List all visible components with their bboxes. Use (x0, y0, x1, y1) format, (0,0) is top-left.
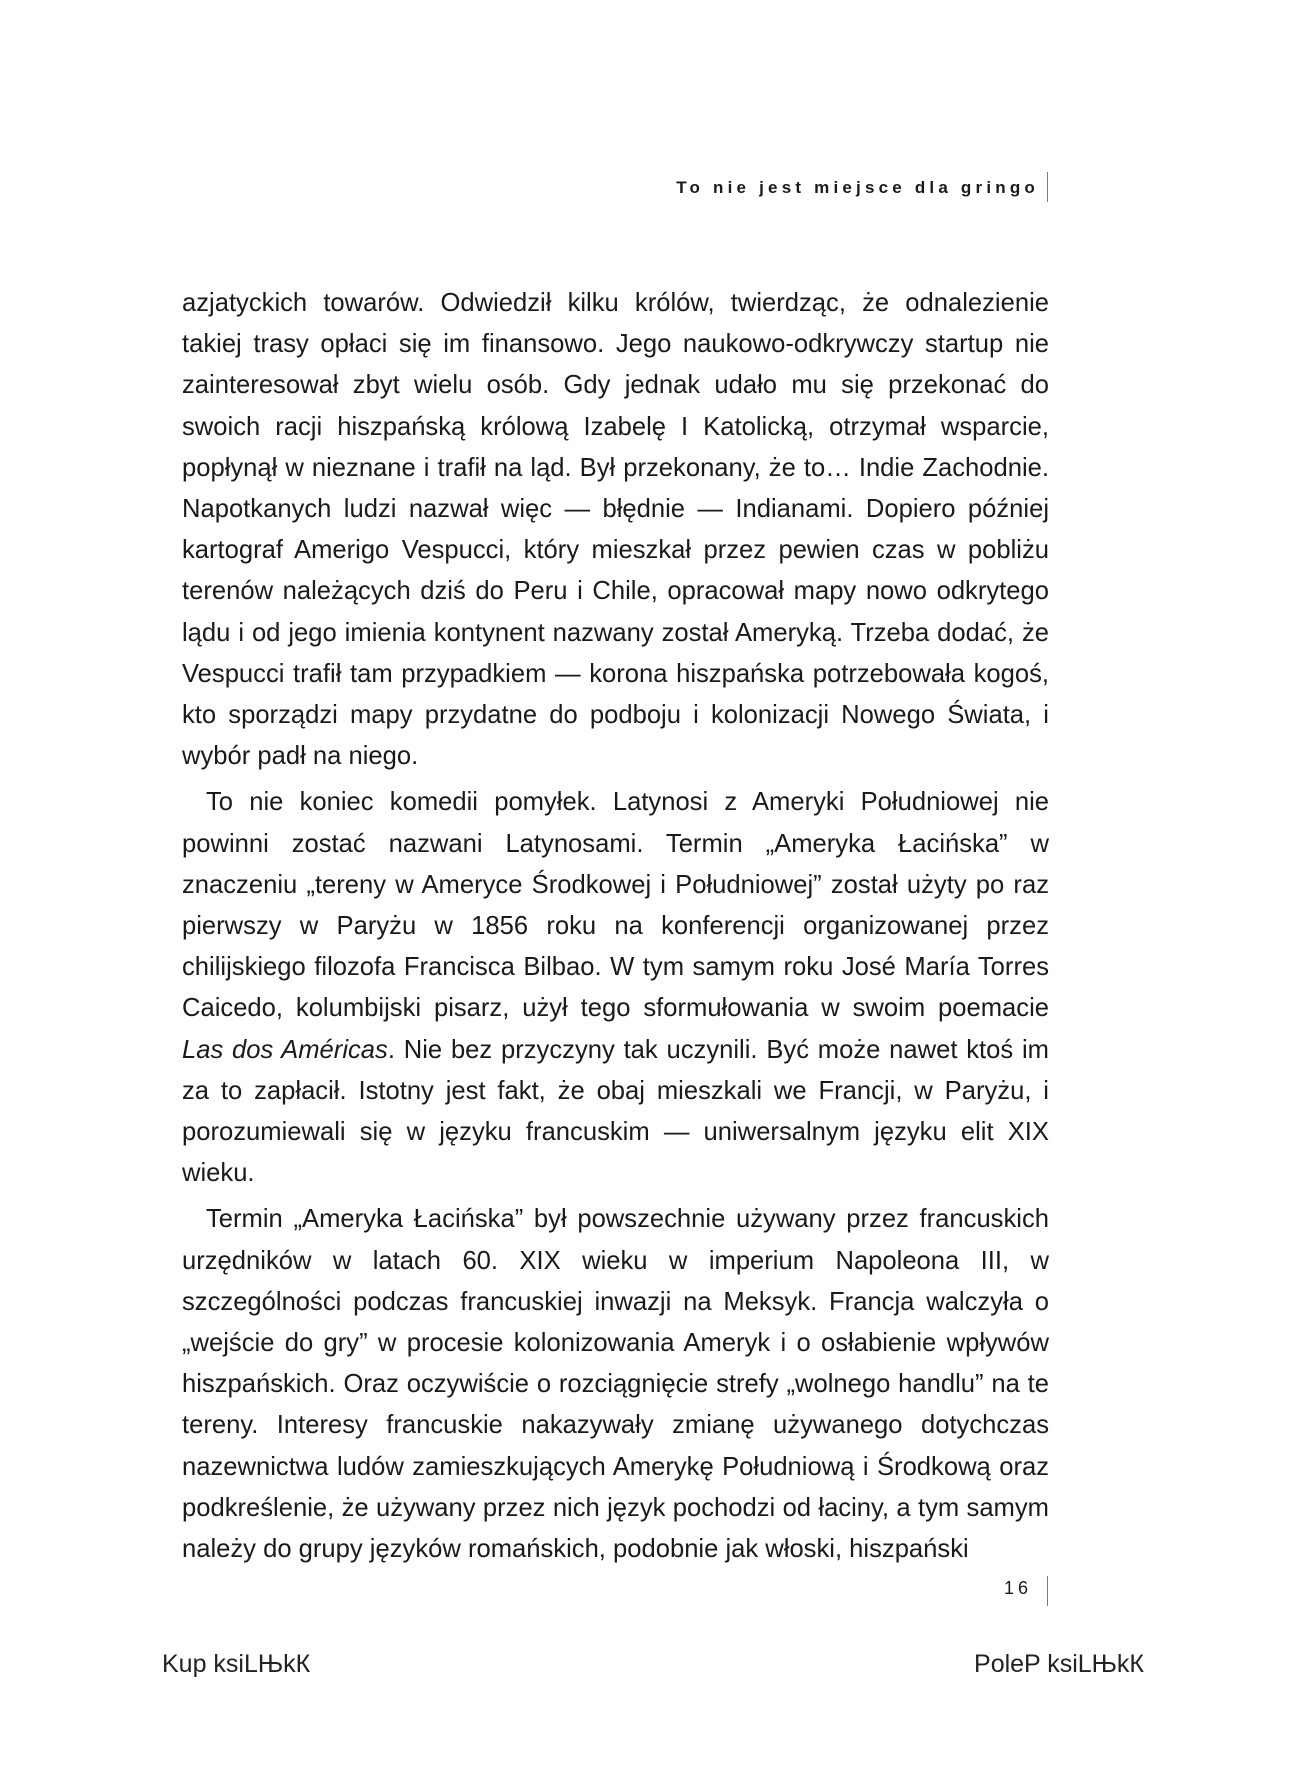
footer-divider (1047, 1576, 1048, 1606)
paragraph-3: Termin „Ameryka Łacińska” był powszechnie używany przez francuskich urzędników w latach 60. XIX wieku w imperium Napoleona III, w szczególności podczas francuskiej inwazji na Meksyk. Francja walczyła o „wejście do gry” w procesie kolonizowania Ameryk i o osłabienie wpływów hiszpańskich. Oraz oczywiście o rozciągnięcie strefy „wolnego handlu” na te tereny. Interesy francuskie nakazywały zmianę używanego dotychczas nazewnictwa ludów zamieszkujących Amerykę Południową i Środkową oraz podkreślenie, że używany przez nich język pochodzi od łaciny, a tym samym należy do grupy języków romańskich, podobnie jak włoski, hiszpański (182, 1205, 1049, 1564)
page-body (182, 283, 1049, 1570)
poem-title: Las dos Américas (182, 1035, 388, 1064)
paragraph-1: azjatyckich towarów. Odwiedził kilku królów, twierdząc, że odnalezienie takiej trasy opłaci się im finansowo. Jego naukowo-odkrywczy startup nie zainteresował zbyt wielu osób. Gdy jednak udało mu się przekonać do swoich racji hiszpańską królową Izabelę I Katolicką, otrzymał wsparcie, popłynął w nieznane i trafił na ląd. Był przekonany, że to… Indie Zachodnie. Napotkanych ludzi nazwał więc — błędnie — Indianami. Dopiero później kartograf Amerigo Vespucci, który mieszkał przez pewien czas w pobliżu terenów należących dziś do Peru i Chile, opracował mapy nowo odkrytego lądu i od jego imienia kontynent nazwany został Ameryką. Trzeba dodać, że Vespucci trafił tam przypadkiem — korona hiszpańska potrzebowała kogoś, kto sporządzi mapy przydatne do podboju i kolonizacji Nowego Świata, i wybór padł na niego. (182, 289, 1049, 771)
running-head-title: To nie jest miejsce dla gringo (676, 178, 1039, 197)
header-divider (1047, 172, 1048, 202)
recommend-book-link[interactable]: PoleP ksiLЊkК (974, 1650, 1144, 1678)
buy-book-link[interactable]: Kup ksiLЊkК (162, 1650, 311, 1678)
page-number: 16 (1004, 1578, 1033, 1598)
paragraph-2 (182, 782, 1049, 1194)
paragraph-2-text-end: . Nie bez przyczyny tak uczynili. Być może nawet ktoś im za to zapłacił. Istotny jest fakt, że obaj mieszkali we Francji, w Paryżu, i porozumiewali się w języku francuskim — uniwersalnym języku elit XIX wieku. (182, 1035, 1049, 1188)
paragraph-2-text-start: To nie koniec komedii pomyłek. Latynosi z Ameryki Południowej nie powinni zostać nazwani Latynosami. Termin „Ameryka Łacińska” w znaczeniu „tereny w Ameryce Środkowej i Południowej” został użyty po raz pierwszy w Paryżu w 1856 roku na konferencji organizowanej przez chilijskiego filozofa Francisca Bilbao. W tym samym roku José María Torres Caicedo, kolumbijski pisarz, użył tego sformułowania w swoim poemacie (182, 788, 1049, 1023)
